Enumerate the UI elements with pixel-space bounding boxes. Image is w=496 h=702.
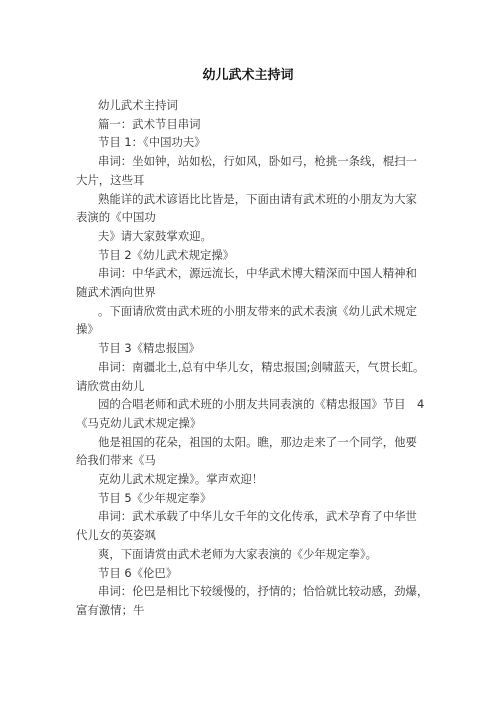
text-line: 串词：伦巴是相比下较缓慢的，抒情的；恰恰就比较动感，劲爆， (98, 584, 429, 599)
text-line: 。下面请欣赏由武术班的小朋友带来的武术表演《幼儿武术规定 (98, 303, 417, 318)
text-line: 串词：中华武术，源远流长，中华武术博大精深而中国人精神和 (98, 266, 417, 281)
text-line: 随武术洒向世界 (76, 285, 156, 300)
text-line: 节目 6《伦巴》 (98, 565, 178, 580)
text-line: 代儿女的英姿飒 (76, 528, 156, 543)
text-line: 操》 (76, 322, 99, 337)
text-line: 节目 3《精忠报国》 (98, 341, 200, 356)
text-line: 表演的《中国功 (76, 210, 156, 225)
text-line: 园的合唱老师和武术班的小朋友共同表演的《精忠报国》节目 4 (98, 397, 425, 412)
text-line: 他是祖国的花朵，祖国的太阳。瞧，那边走来了一个同学，他要 (98, 434, 417, 449)
text-line: 幼儿武术主持词 (98, 98, 178, 112)
text-line: 节目 1：《中国功夫》 (98, 135, 206, 150)
text-line: 串词：坐如钟，站如松，行如风，卧如弓，枪挑一条线，棍扫一 (98, 154, 417, 169)
text-line: 篇一：武术节目串词 (98, 116, 201, 131)
text-line: 克幼儿武术规定操》。掌声欢迎！ (98, 472, 264, 487)
text-line: 《马克幼儿武术规定操》 (76, 415, 202, 430)
text-line: 给我们带来《马 (76, 453, 156, 468)
text-line: 大片，这些耳 (76, 172, 145, 187)
text-line: 熟能详的武术谚语比比皆是，下面由请有武术班的小朋友为大家 (98, 191, 417, 206)
text-line: 夫》请大家鼓掌欢迎。 (98, 228, 212, 243)
document-body (76, 96, 428, 620)
text-line: 请欣赏由幼儿 (76, 378, 145, 393)
text-line: 串词：南疆北土,总有中华儿女，精忠报国;剑啸蓝天，气贯长虹。 (98, 359, 425, 374)
text-line: 节目 5《少年规定拳》 (98, 490, 212, 505)
text-line: 串词：武术承载了中华儿女千年的文化传承，武术孕育了中华世 (98, 509, 417, 524)
text-line: 富有激情；牛 (76, 602, 145, 617)
text-line: 节目 2《幼儿武术规定操》 (98, 247, 235, 262)
text-line: 爽，下面请赏由武术老师为大家表演的《少年规定拳》。 (98, 546, 378, 561)
document-title: 幼儿武术主持词 (202, 68, 294, 83)
